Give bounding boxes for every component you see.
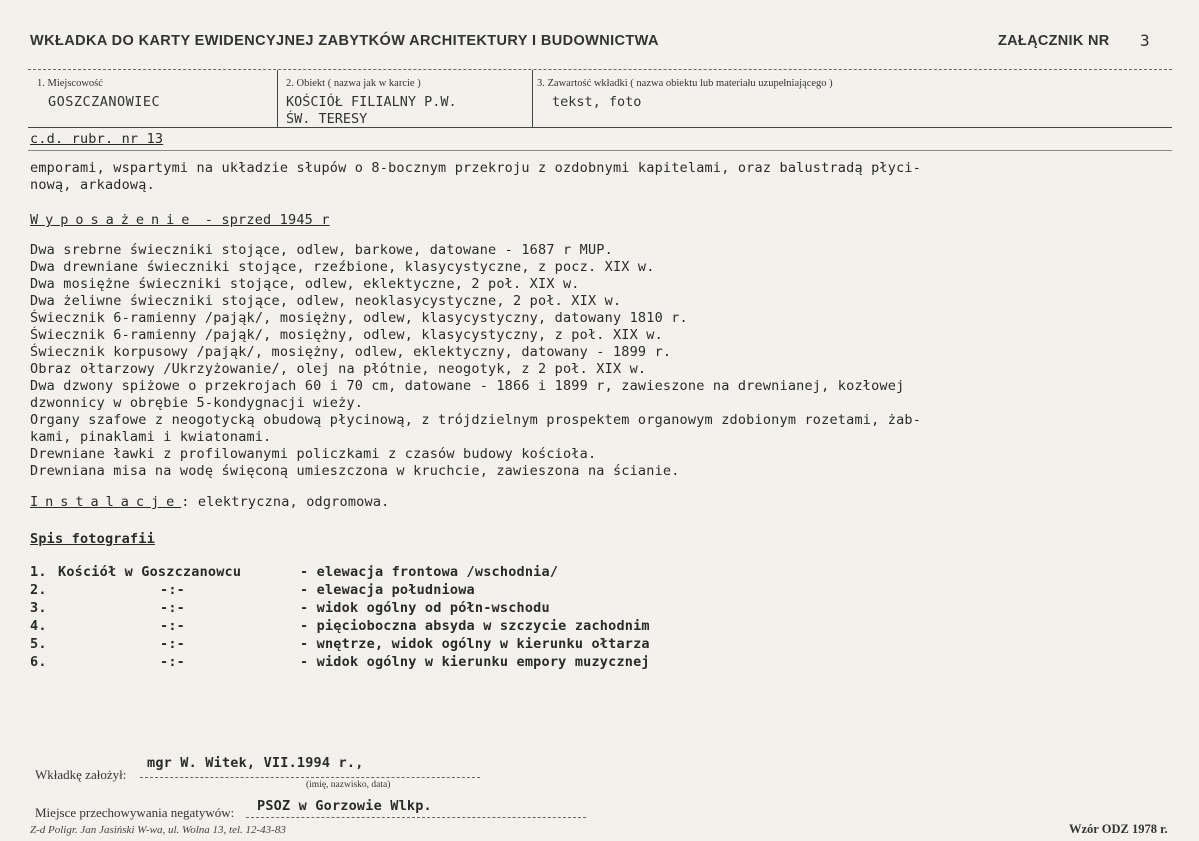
equipment-line-5: Świecznik 6-ramienny /pająk/, mosiężny, odlew, klasycystyczny, datowany 1810 r.	[30, 310, 688, 326]
equipment-line-10: dzwonnicy w obrębie 5-kondygnacji wieży.	[30, 395, 364, 411]
equipment-line-9: Dwa dzwony spiżowe o przekrojach 60 i 70 cm, datowane - 1866 i 1899 r, zawieszone na drewnianej, kozłowej	[30, 378, 905, 394]
photo-1-num: 1.	[30, 564, 47, 580]
photo-6-desc: - widok ogólny w kierunku empory muzycznej	[300, 654, 650, 670]
equipment-line-4: Dwa żeliwne świeczniki stojące, odlew, neoklasycystyczne, 2 poł. XIX w.	[30, 293, 622, 309]
header-divider	[28, 69, 1172, 70]
photo-5-num: 5.	[30, 636, 47, 652]
photo-6-num: 6.	[30, 654, 47, 670]
storage-dotted-line	[246, 817, 586, 818]
storage-value: PSOZ w Gorzowie Wlkp.	[257, 798, 432, 814]
author-label: Wkładkę założył:	[35, 767, 127, 782]
photo-4-num: 4.	[30, 618, 47, 634]
object-value-line2: ŚW. TERESY	[286, 111, 368, 127]
photo-3-num: 3.	[30, 600, 47, 616]
intro-line-2: nową, arkadową.	[30, 177, 155, 193]
photo-3-desc: - widok ogólny od półn-wschodu	[300, 600, 550, 616]
equipment-heading-suffix: - sprzed 1945 r	[196, 212, 330, 228]
locality-label: 1. Miejscowość	[37, 78, 103, 89]
equipment-line-2: Dwa drewniane świeczniki stojące, rzeźbione, klasycystyczne, z pocz. XIX w.	[30, 259, 655, 275]
equipment-line-13: Drewniane ławki z profilowanymi policzkami z czasów budowy kościoła.	[30, 446, 597, 462]
form-model: Wzór ODZ 1978 r.	[1069, 822, 1168, 836]
equipment-line-12: kami, pinaklami i kwiatonami.	[30, 429, 272, 445]
photo-2-desc: - elewacja południowa	[300, 582, 475, 598]
photos-heading: Spis fotografii	[30, 531, 155, 547]
intro-line-1: emporami, wspartymi na układzie słupów o 8-bocznym przekroju z ozdobnymi kapitelami, oraz balustradą płyci-	[30, 160, 922, 176]
printer-imprint: Z-d Poligr. Jan Jasiński W-wa, ul. Wolna 13, tel. 12-43-83	[30, 824, 286, 836]
fields-bottom-rule	[28, 127, 1172, 128]
annex-number: 3	[1140, 31, 1150, 50]
photo-6-place: -:-	[160, 654, 185, 670]
storage-label: Miejsce przechowywania negatywów:	[35, 805, 235, 820]
photo-1-place: Kościół w Goszczanowcu	[58, 564, 242, 580]
equipment-line-7: Świecznik korpusowy /pająk/, mosiężny, odlew, eklektyczny, datowany - 1899 r.	[30, 344, 672, 360]
equipment-heading-row	[30, 212, 330, 228]
field-divider-2	[532, 70, 533, 127]
equipment-line-3: Dwa mosiężne świeczniki stojące, odlew, eklektyczne, 2 poł. XIX w.	[30, 276, 580, 292]
installations-heading: Instalacje	[30, 494, 182, 510]
photo-4-place: -:-	[160, 618, 185, 634]
continuation-ref: c.d. rubr. nr 13	[30, 131, 164, 147]
contents-value: tekst, foto	[552, 94, 642, 110]
card-title: WKŁADKA DO KARTY EWIDENCYJNEJ ZABYTKÓW ARCHITEKTURY I BUDOWNICTWA	[30, 33, 659, 49]
photo-1-desc: - elewacja frontowa /wschodnia/	[300, 564, 559, 580]
equipment-line-1: Dwa srebrne świeczniki stojące, odlew, barkowe, datowane - 1687 r MUP.	[30, 242, 613, 258]
author-dotted-line	[140, 777, 480, 778]
equipment-line-6: Świecznik 6-ramienny /pająk/, mosiężny, odlew, klasycystyczny, z poł. XIX w.	[30, 327, 663, 343]
equipment-line-14: Drewniana misa na wodę święconą umieszczona w kruchcie, zawieszona na ścianie.	[30, 463, 680, 479]
photo-4-desc: - pięcioboczna absyda w szczycie zachodnim	[300, 618, 650, 634]
photo-5-desc: - wnętrze, widok ogólny w kierunku ołtarza	[300, 636, 650, 652]
object-value-line1: KOŚCIÓŁ FILIALNY P.W.	[286, 94, 457, 110]
installations-row	[30, 494, 389, 510]
locality-value: GOSZCZANOWIEC	[48, 94, 161, 110]
author-value: mgr W. Witek, VII.1994 r.,	[147, 755, 364, 771]
equipment-heading: Wyposażenie	[30, 212, 197, 228]
photo-5-place: -:-	[160, 636, 185, 652]
equipment-line-8: Obraz ołtarzowy /Ukrzyżowanie/, olej na płótnie, neogotyk, z 2 poł. XIX w.	[30, 361, 647, 377]
photo-2-num: 2.	[30, 582, 47, 598]
field-divider-1	[277, 70, 278, 127]
equipment-line-11: Organy szafowe z neogotycką obudową płycinową, z trójdzielnym prospektem organowym zdobionym rozetami, żab-	[30, 412, 922, 428]
continuation-rule	[28, 150, 1172, 151]
annex-label: ZAŁĄCZNIK NR	[998, 33, 1110, 49]
photo-2-place: -:-	[160, 582, 185, 598]
installations-value: : elektryczna, odgromowa.	[181, 494, 390, 510]
photo-3-place: -:-	[160, 600, 185, 616]
contents-label: 3. Zawartość wkładki ( nazwa obiektu lub materiału uzupełniającego )	[537, 78, 833, 89]
author-hint: (imię, nazwisko, data)	[306, 780, 391, 790]
object-label: 2. Obiekt ( nazwa jak w karcie )	[286, 78, 421, 89]
